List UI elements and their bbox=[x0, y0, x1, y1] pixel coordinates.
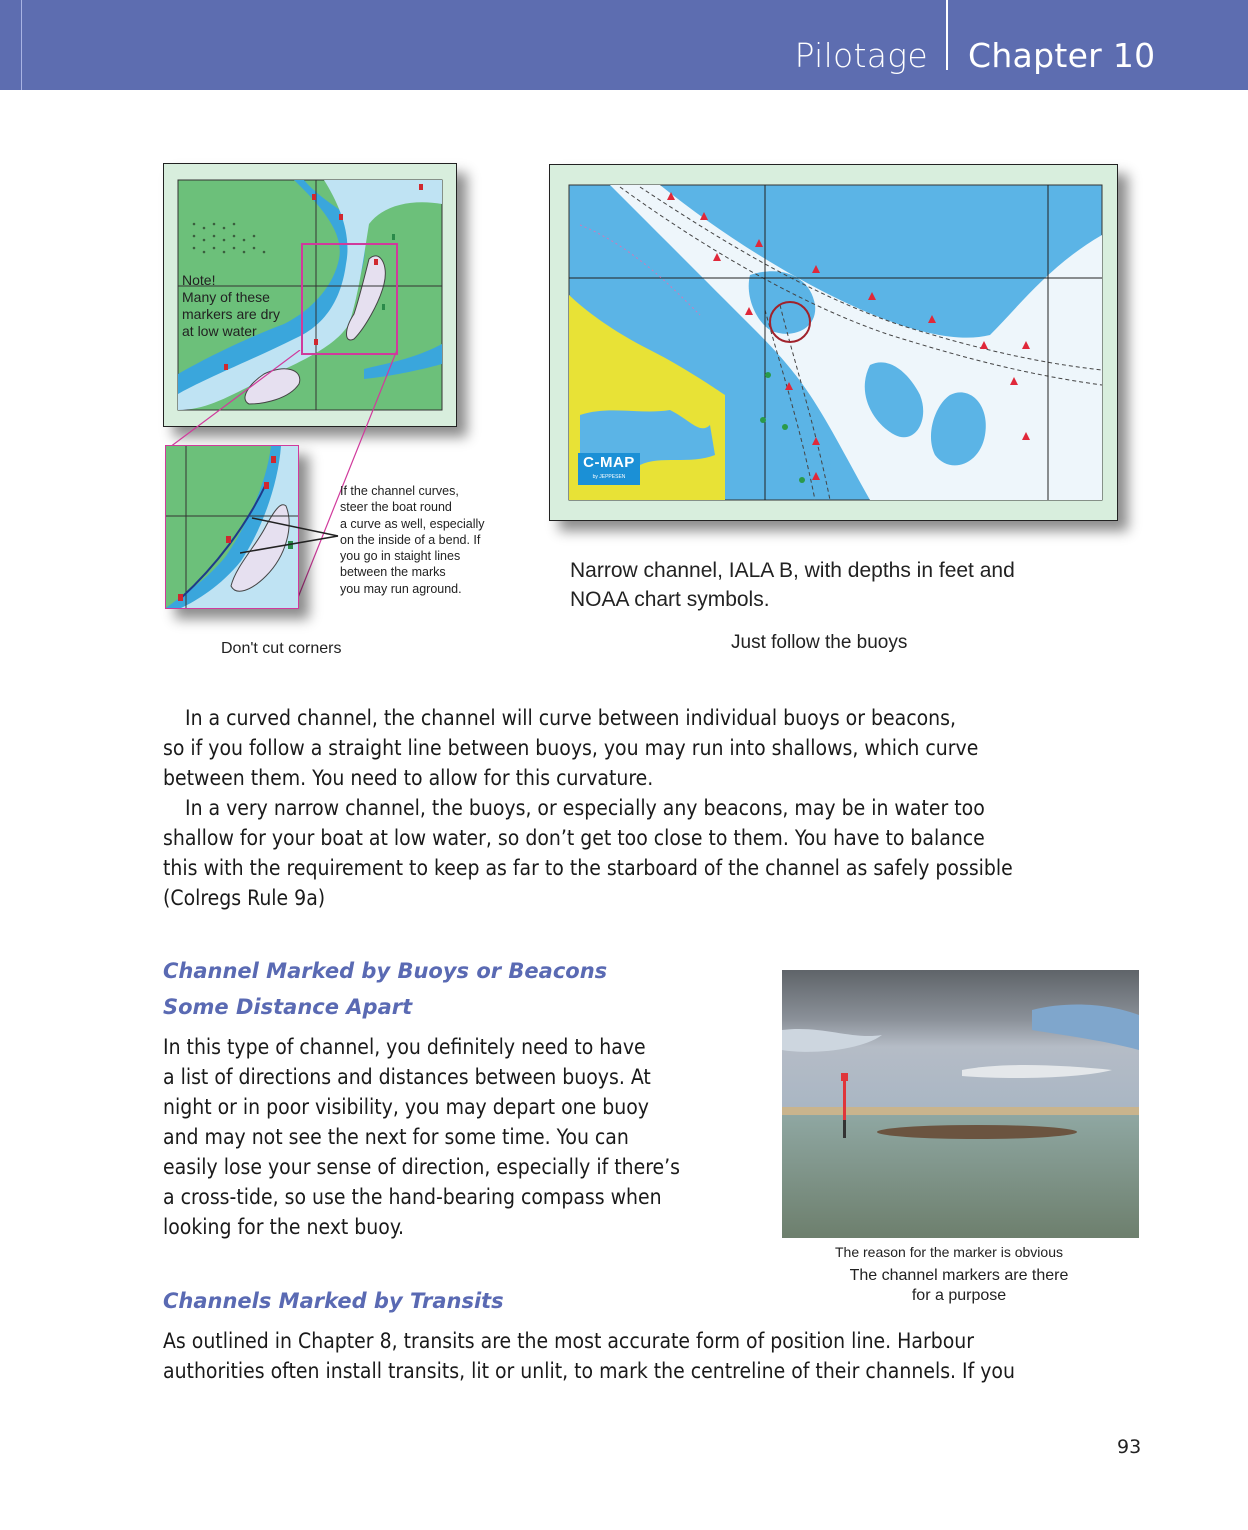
intro-paragraphs: In a curved channel, the channel will curve between individual buoys or beacons, so if you follow a straight line between buoys, you may run into shallows, which curve between them. You need to allow for this curvature. In a very narrow channel, the buoys, or especially any beacons, may be in water too shallow for your boat at low water, so don’t get too close to them. You have to balance this with the requirement to keep as far to the starboard of the channel as safely possible (Colregs Rule 9a) bbox=[163, 706, 1013, 910]
section-heading-transits: Channels Marked by Transits bbox=[163, 1289, 504, 1313]
right-figure-caption: Narrow channel, IALA B, with depths in feet and NOAA chart symbols. bbox=[570, 559, 1015, 611]
header-edge-line bbox=[21, 0, 22, 90]
photo-caption-small: The reason for the marker is obvious bbox=[835, 1244, 1063, 1260]
right-nautical-chart bbox=[549, 164, 1118, 521]
left-figure-caption: Don't cut corners bbox=[221, 640, 342, 657]
channel-marker-photo bbox=[782, 970, 1139, 1238]
photo-graphic bbox=[782, 970, 1139, 1238]
left-chart-callout: If the channel curves, steer the boat round a curve as well, especially on the inside of a bend. If you go in staight lines between the marks you may run aground. bbox=[340, 484, 485, 596]
callout-arrows bbox=[240, 500, 340, 560]
header-divider bbox=[946, 0, 948, 70]
chapter-title: Chapter 10 bbox=[968, 36, 1156, 75]
right-figure-subcaption: Just follow the buoys bbox=[731, 632, 908, 653]
cmap-logo: C-MAP by JEPPESEN bbox=[578, 453, 640, 485]
page-header-band bbox=[0, 0, 1248, 90]
photo-caption: The channel markers are there for a purpose bbox=[849, 1267, 1069, 1304]
section-body-transits: As outlined in Chapter 8, transits are the most accurate form of position line. Harbour authorities often install transits, lit or unlit, to mark the centreline of their channels. If you bbox=[163, 1329, 1015, 1383]
section-title: Pilotage bbox=[794, 36, 928, 75]
page-number: 93 bbox=[1117, 1436, 1142, 1458]
section-body-buoys: In this type of channel, you definitely need to have a list of directions and distances between buoys. At night or in poor visibility, you may depart one buoy and may not see the next for some time. You can easily lose your sense of direction, especially if there’s a cross-tide, so use the hand-bearing compass when looking for the next buoy. bbox=[163, 1035, 680, 1239]
chart-note: Note! Many of these markers are dry at low water bbox=[182, 272, 281, 339]
section-heading-buoys: Channel Marked by Buoys or Beacons Some Distance Apart bbox=[163, 959, 608, 1019]
